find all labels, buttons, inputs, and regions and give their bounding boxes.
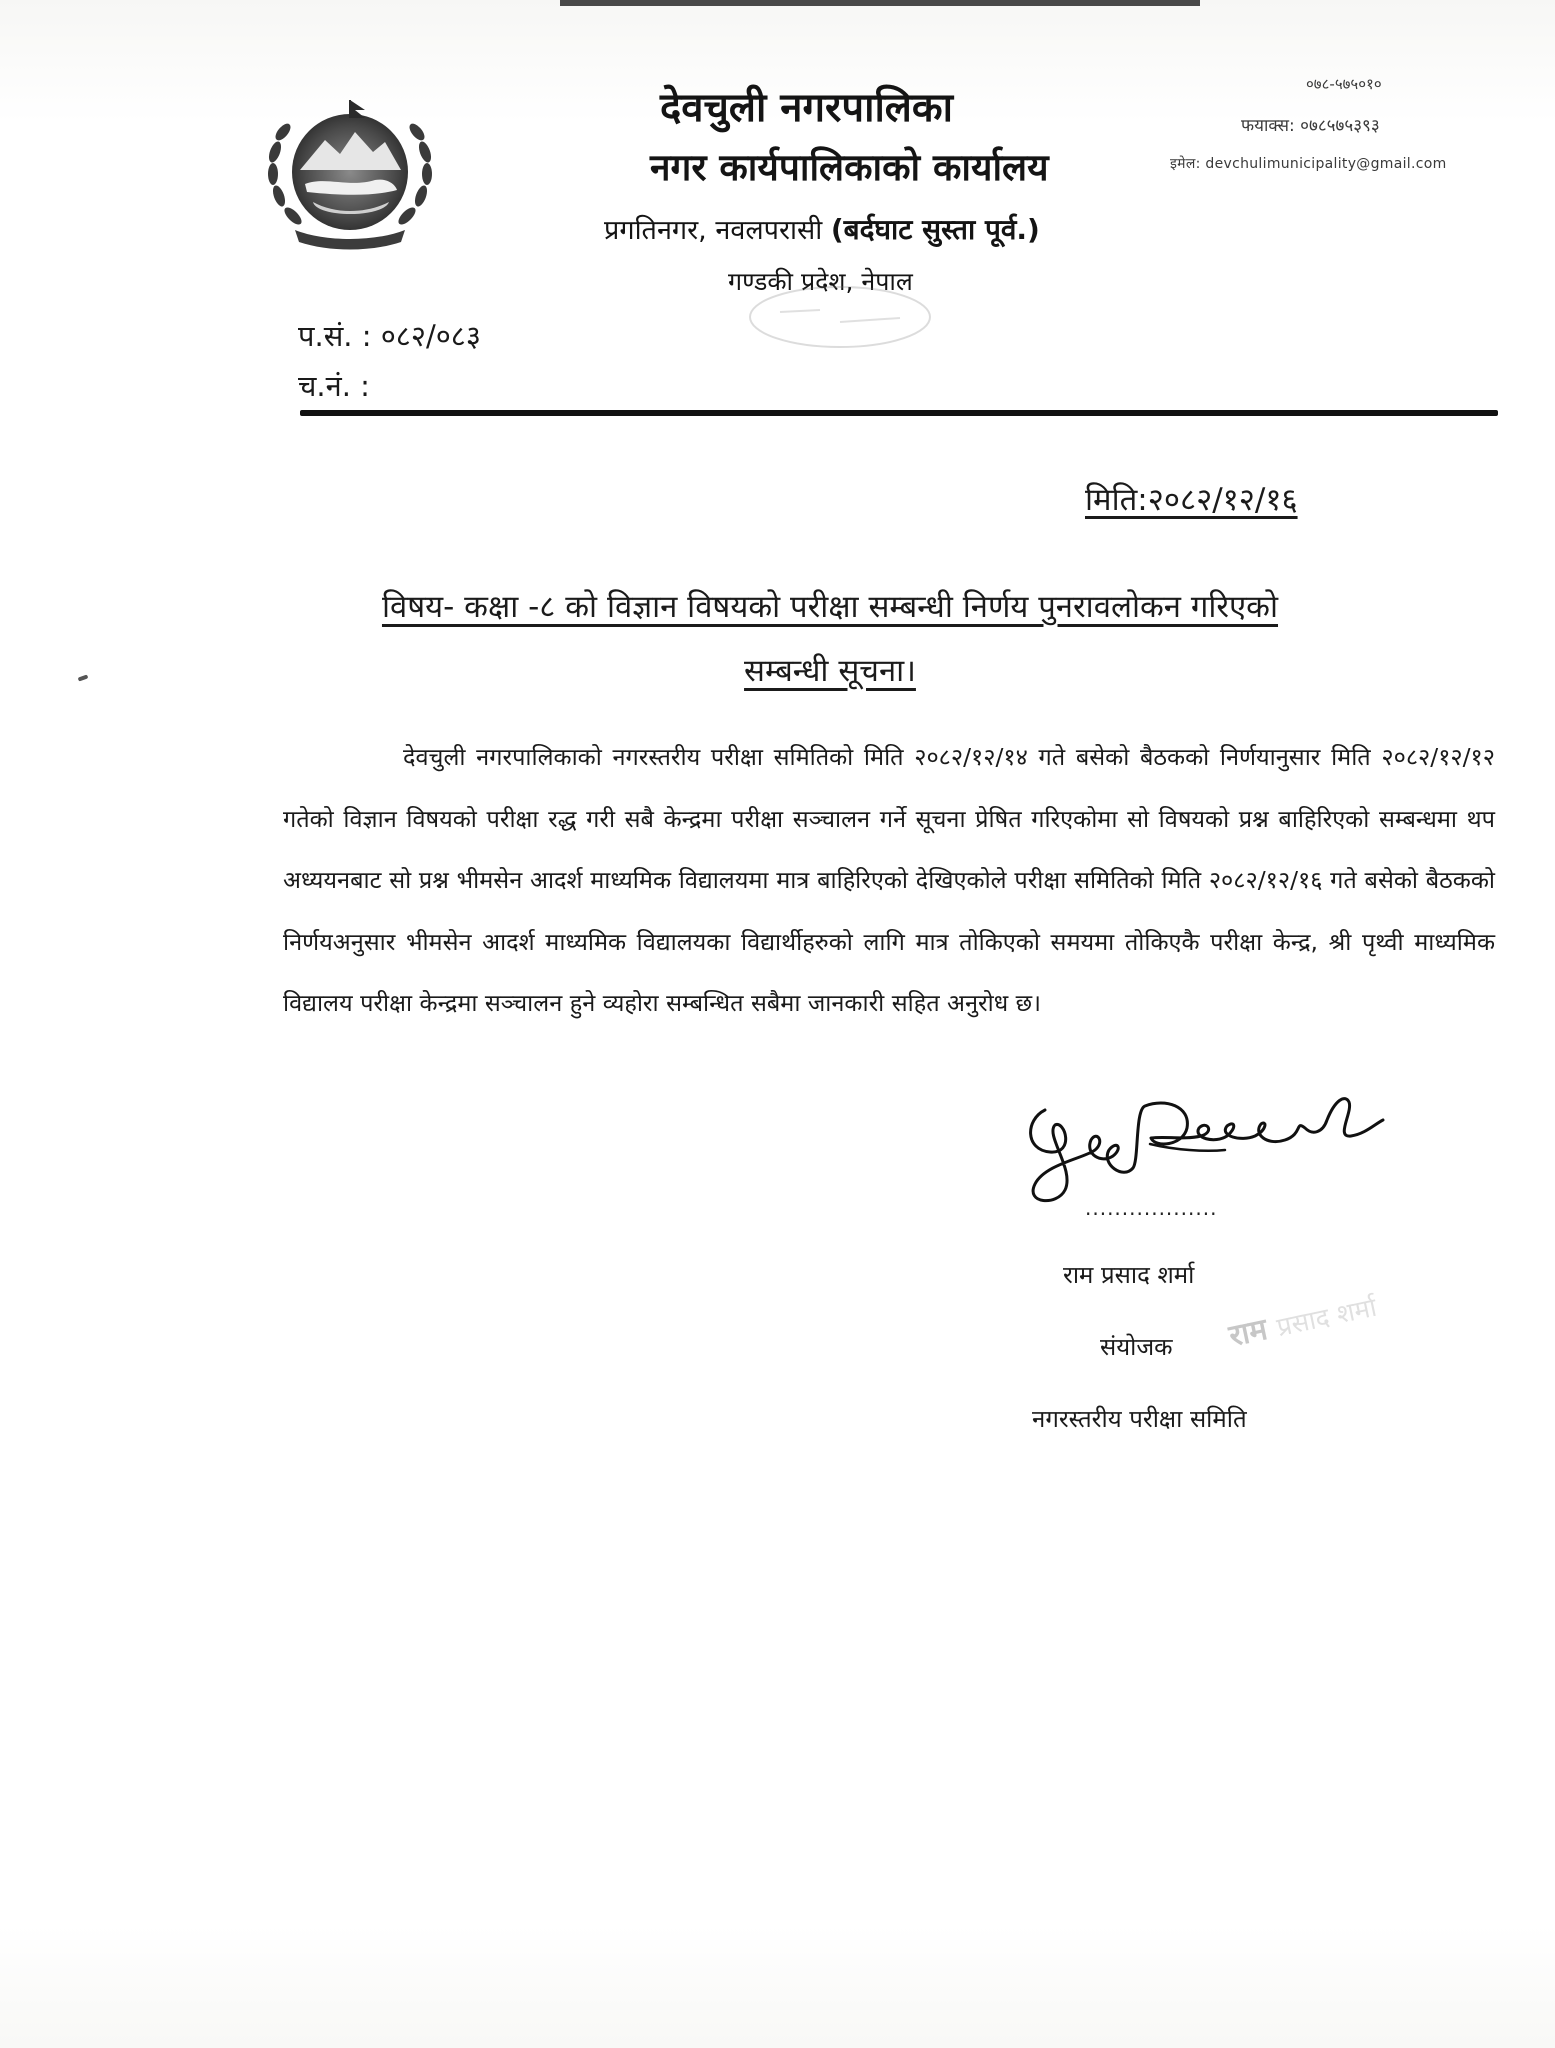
signer-committee: नगरस्तरीय परीक्षा समिति bbox=[1032, 1405, 1247, 1433]
letter-date: मिति:२०८२/१२/१६ bbox=[1085, 482, 1298, 518]
name-stamp-faint: प्रसाद शर्मा bbox=[1274, 1292, 1380, 1344]
nepal-emblem-icon bbox=[255, 92, 445, 252]
address-paren: (बर्दघाट सुस्ता पूर्व.) bbox=[830, 213, 1040, 246]
header-divider bbox=[300, 410, 1498, 416]
office-province: गण्डकी प्रदेश, नेपाल bbox=[728, 267, 913, 296]
reference-number: प.सं. : ०८२/०८३ bbox=[298, 319, 481, 353]
signer-name: राम प्रसाद शर्मा bbox=[1063, 1261, 1195, 1289]
subject-line-1: विषय- कक्षा -८ को विज्ञान विषयको परीक्षा सम्बन्धी निर्णय पुनरावलोकन गरिएको bbox=[381, 589, 1279, 625]
office-address bbox=[604, 210, 1040, 248]
municipality-title: देवचुली नगरपालिका bbox=[660, 85, 954, 131]
signature-dotted-line: .................. bbox=[1085, 1196, 1218, 1220]
name-stamp-main: राम bbox=[1226, 1311, 1271, 1355]
contact-phone: ०७८-५७५०१० bbox=[1306, 75, 1382, 93]
signer-role: संयोजक bbox=[1100, 1333, 1173, 1361]
contact-email: इमेल: devchulimunicipality@gmail.com bbox=[1170, 156, 1447, 172]
address-text: प्रगतिनगर, नवलपरासी bbox=[604, 215, 823, 246]
dispatch-number: च.नं. : bbox=[298, 369, 370, 403]
office-title: नगर कार्यपालिकाको कार्यालय bbox=[650, 146, 1049, 189]
scan-top-edge bbox=[560, 0, 1200, 6]
faint-stamp-impression bbox=[740, 282, 940, 352]
contact-fax: फयाक्स: ०७८५७५३९३ bbox=[1241, 116, 1380, 136]
letter-body: देवचुली नगरपालिकाको नगरस्तरीय परीक्षा समितिको मिति २०८२/१२/१४ गते बसेको बैठकको निर्णयानुसार मिति २०८२/१२/१२ गतेको विज्ञान विषयको परीक्षा रद्ध गरी सबै केन्द्रमा परीक्षा सञ्चालन गर्ने सूचना प्रेषित गरिएकोमा सो विषयको प्रश्न बाहिरिएको सम्बन्धमा थप अध्ययनबाट सो प्रश्न भीमसेन आदर्श माध्यमिक विद्यालयमा मात्र बाहिरिएको देखिएकोले परीक्षा समितिको मिति २०८२/१२/१६ गते बसेको बैठकको निर्णयअनुसार भीमसेन आदर्श माध्यमिक विद्यालयका विद्यार्थीहरुको लागि मात्र तोकिएको समयमा तोकिएकै परीक्षा केन्द्र, श्री पृथ्वी माध्यमिक विद्यालय परीक्षा केन्द्रमा सञ्चालन हुने व्यहोरा सम्बन्धित सबैमा जानकारी सहित अनुरोध छ। bbox=[283, 743, 1495, 1017]
subject-heading bbox=[250, 575, 1410, 703]
name-stamp bbox=[1225, 1284, 1380, 1355]
scan-speck bbox=[78, 674, 89, 681]
handwritten-signature bbox=[1005, 1080, 1445, 1230]
subject-line-2: सम्बन्धी सूचना। bbox=[744, 653, 916, 689]
